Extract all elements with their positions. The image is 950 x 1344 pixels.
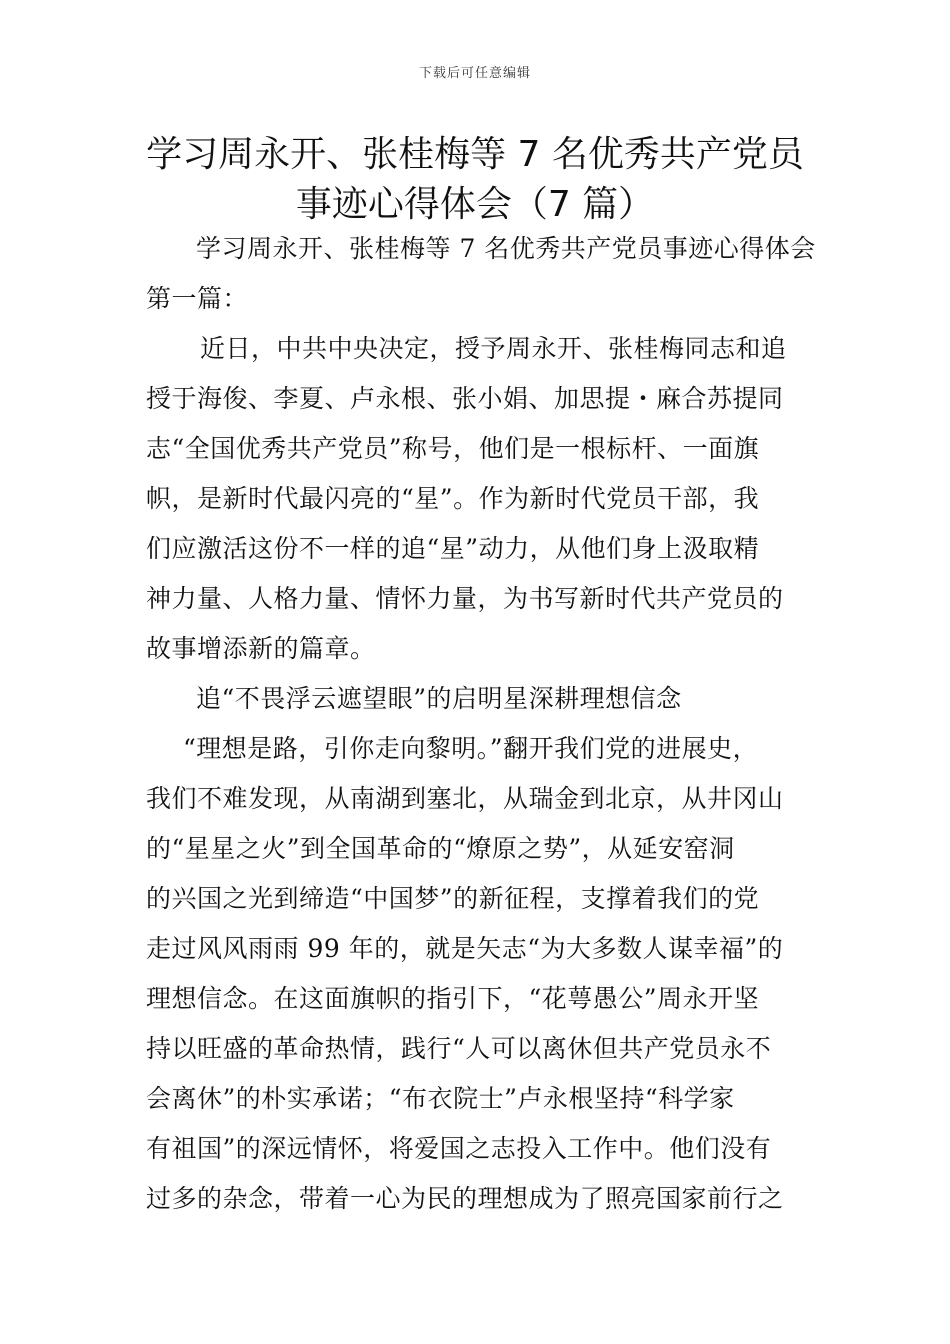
body-line: 第一篇： — [146, 284, 249, 313]
body-line: 的“星星之火”到全国革命的“燎原之势”，从延安窑洞 — [146, 834, 735, 863]
body-line: 的兴国之光到缔造“中国梦”的新征程，支撑着我们的党 — [146, 884, 760, 913]
body-line: 授于海俊、李夏、卢永根、张小娟、加思提・麻合苏提同 — [146, 384, 784, 413]
body-line: 故事增添新的篇章。 — [146, 634, 376, 663]
header-note: 下载后可任意编辑 — [418, 66, 531, 81]
body-line: 过多的杂念，带着一心为民的理想成为了照亮国家前行之 — [146, 1184, 784, 1213]
section-heading: 追“不畏浮云遮望眼”的启明星深耕理想信念 — [196, 684, 682, 713]
body-line: 志“全国优秀共产党员”称号，他们是一根标杆、一面旗 — [146, 434, 760, 463]
body-line: 持以旺盛的革命热情，践行“人可以离休但共产党员永不 — [146, 1034, 772, 1063]
body-line: 神力量、人格力量、情怀力量，为书写新时代共产党员的 — [146, 584, 784, 613]
body-line: 帜，是新时代最闪亮的“星”。作为新时代党员干部，我 — [146, 484, 760, 513]
body-line: 有祖国”的深远情怀，将爱国之志投入工作中。他们没有 — [146, 1134, 772, 1163]
body-line: “理想是路，引你走向黎明。”翻开我们党的进展史， — [183, 734, 759, 763]
document-title-line-1: 学习周永开、张桂梅等 7 名优秀共产党员 — [146, 134, 804, 175]
body-line: 走过风风雨雨 99 年的，就是矢志“为大多数人谋幸福”的 — [146, 934, 784, 963]
body-line: 会离休”的朴实承诺；“布衣院士”卢永根坚持“科学家 — [146, 1084, 735, 1113]
body-line: 学习周永开、张桂梅等 7 名优秀共产党员事迹心得体会 — [196, 234, 816, 263]
body-line: 理想信念。在这面旗帜的指引下，“花萼愚公”周永开坚 — [146, 984, 760, 1013]
body-line: 们应激活这份不一样的追“星”动力，从他们身上汲取精 — [146, 534, 760, 563]
document-title-line-2: 事迹心得体会（7 篇） — [295, 184, 655, 225]
body-line: 我们不难发现，从南湖到塞北，从瑞金到北京，从井冈山 — [146, 784, 784, 813]
body-line: 近日，中共中央决定，授予周永开、张桂梅同志和追 — [200, 334, 787, 363]
